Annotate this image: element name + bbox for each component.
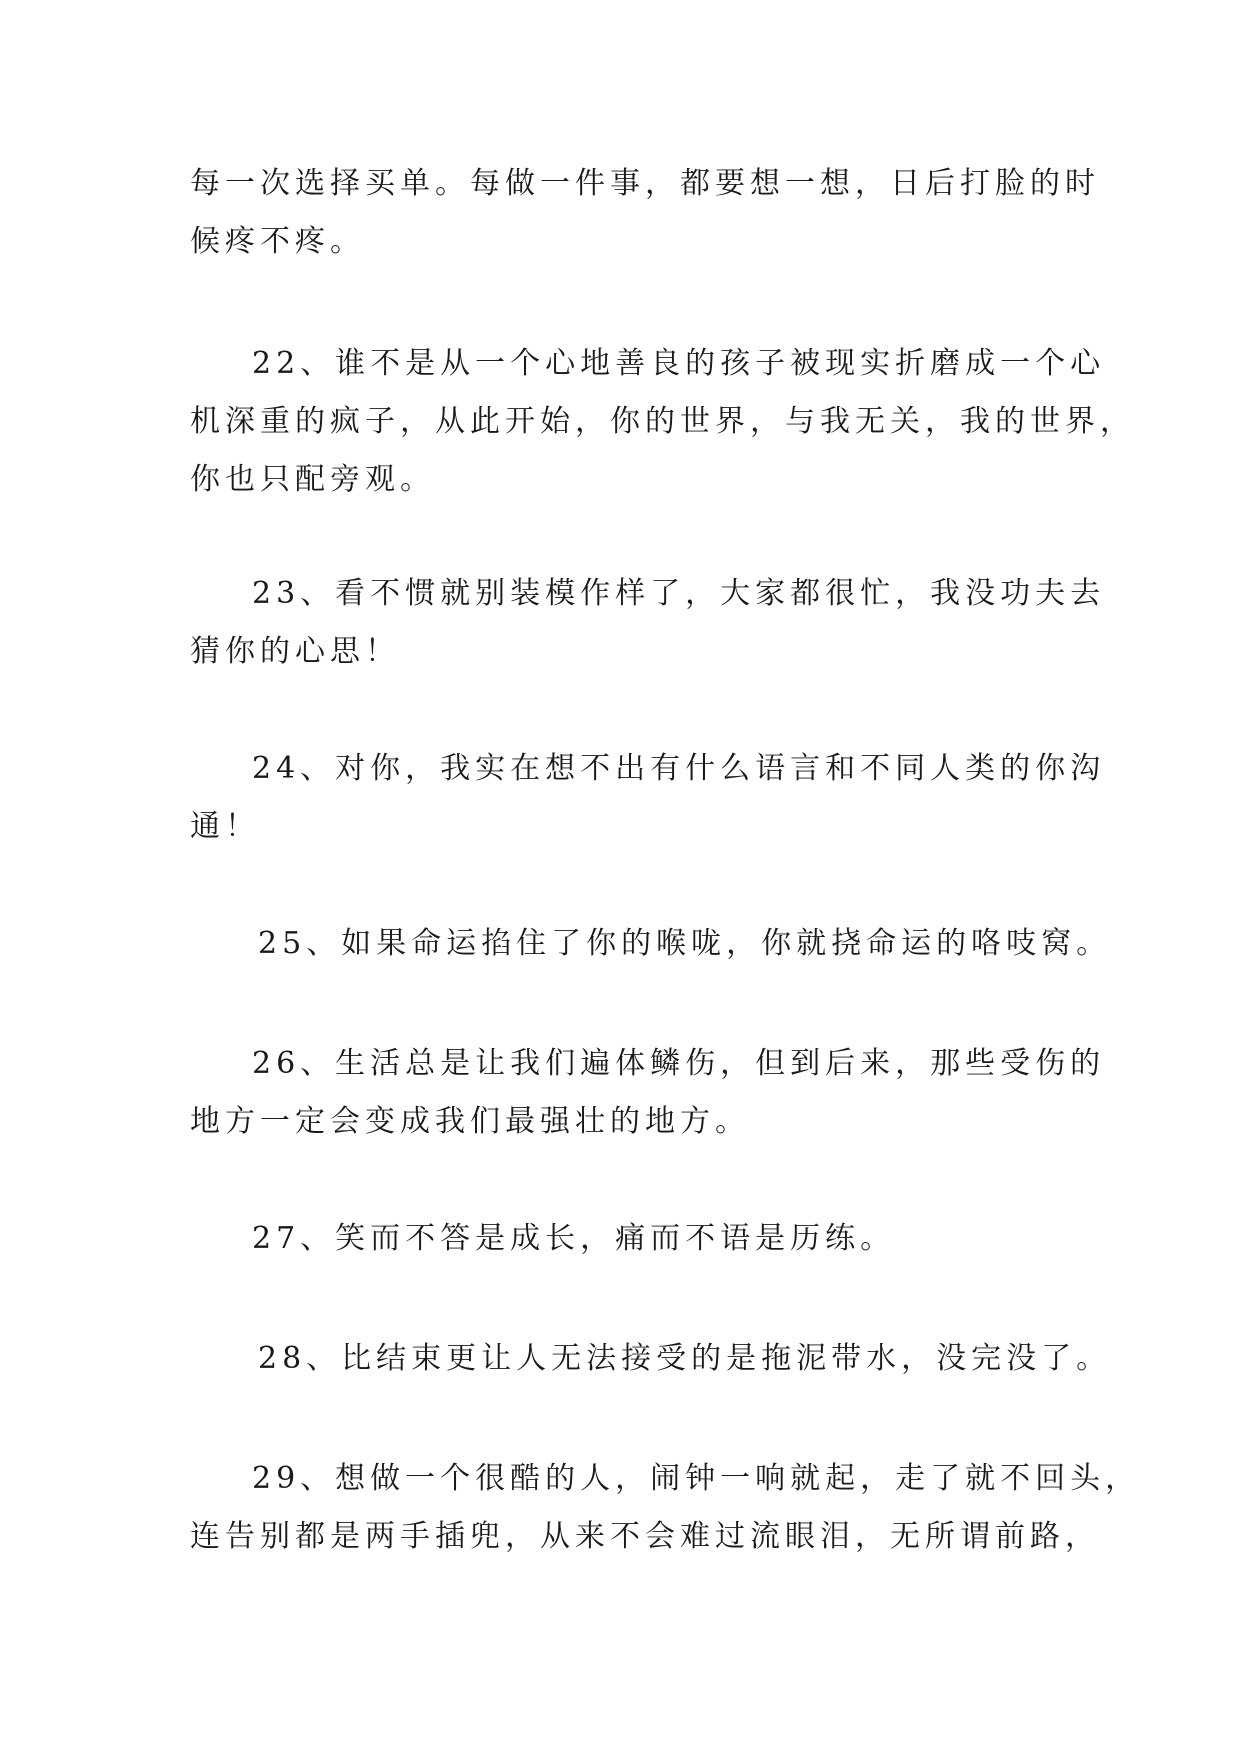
paragraph-23 <box>190 565 1106 681</box>
text-line: 你也只配旁观。 <box>190 462 435 497</box>
text-line: 猜你的心思！ <box>190 634 400 669</box>
text-line: 28、比结束更让人无法接受的是拖泥带水，没完没了。 <box>258 1341 1112 1376</box>
text-line: 26、生活总是让我们遍体鳞伤，但到后来，那些受伤的 <box>252 1046 1106 1081</box>
text-line: 22、谁不是从一个心地善良的孩子被现实折磨成一个心 <box>252 346 1106 381</box>
text-line: 机深重的疯子，从此开始，你的世界，与我无关，我的世界， <box>190 404 1135 439</box>
paragraph-29 <box>190 1450 1141 1566</box>
text-line: 24、对你，我实在想不出有什么语言和不同人类的你沟 <box>252 751 1106 786</box>
text-line: 23、看不惯就别装模作样了，大家都很忙，我没功夫去 <box>252 576 1106 611</box>
text-line: 25、如果命运掐住了你的喉咙，你就挠命运的咯吱窝。 <box>258 926 1112 961</box>
text-line: 每一次选择买单。每做一件事，都要想一想，日后打脸的时 <box>190 166 1100 201</box>
paragraph-24 <box>190 740 1106 856</box>
text-line: 地方一定会变成我们最强壮的地方。 <box>190 1104 750 1139</box>
text-line: 通！ <box>190 809 260 844</box>
paragraph-25 <box>190 915 1112 973</box>
paragraph-26 <box>190 1035 1106 1151</box>
paragraph-27 <box>190 1210 1080 1268</box>
text-line: 27、笑而不答是成长，痛而不语是历练。 <box>252 1221 896 1256</box>
paragraph-28 <box>190 1330 1112 1388</box>
text-line: 候疼不疼。 <box>190 224 365 259</box>
paragraph-22 <box>190 335 1135 509</box>
text-line: 连告别都是两手插兜，从来不会难过流眼泪，无所谓前路， <box>190 1519 1100 1554</box>
paragraph-continuation <box>190 155 1100 271</box>
text-line: 29、想做一个很酷的人，闹钟一响就起，走了就不回头， <box>252 1461 1141 1496</box>
